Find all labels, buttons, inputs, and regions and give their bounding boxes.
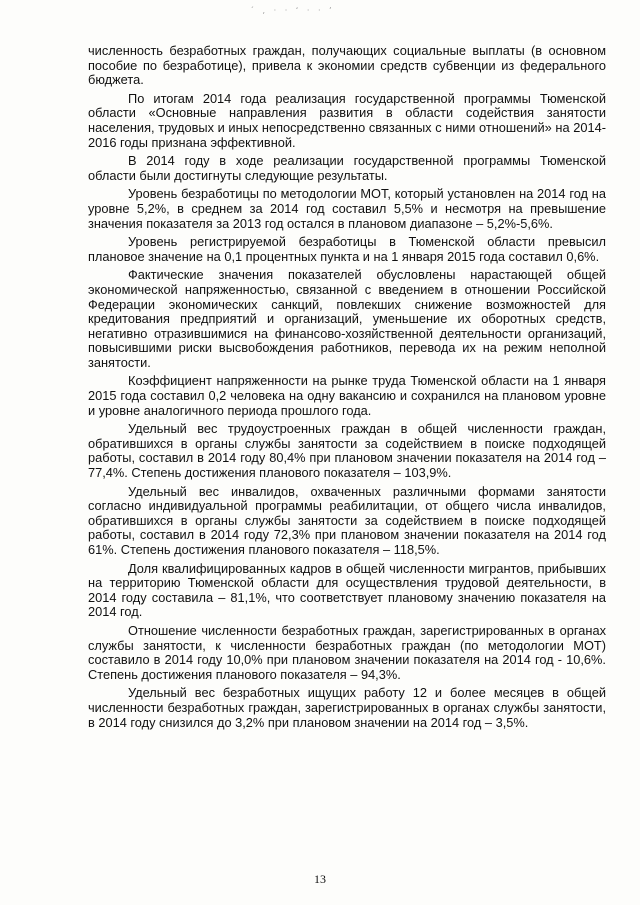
scan-marks: ´ , · · ʻ · · ʼ [250, 6, 335, 15]
paragraph: Уровень регистрируемой безработицы в Тюменской области превысил плановое значение на 0,1 процентных пункта и на 1 января 2015 года составил 0,6%. [88, 234, 606, 264]
paragraph: В 2014 году в ходе реализации государственной программы Тюменской области были достигнуты следующие результаты. [88, 153, 606, 183]
document-body [88, 44, 606, 734]
paragraph: Удельный вес инвалидов, охваченных различными формами занятости согласно индивидуальной программы реабилитации, от общего числа инвалидов, обратившихся в органы службы занятости за содействием в поиске подходящей работы, составил в 2014 году 72,3% при плановом значении показателя на 2014 год 61%. Степень достижения планового показателя – 118,5%. [88, 483, 606, 557]
paragraph: Удельный вес безработных ищущих работу 12 и более месяцев в общей численности безработных граждан, зарегистрированных в органах службы занятости, в 2014 году снизился до 3,2% при плановом значении на 2014 год – 3,5%. [88, 685, 606, 730]
page-number: 13 [314, 872, 326, 886]
paragraph: По итогам 2014 года реализация государственной программы Тюменской области «Основные направления развития в области содействия занятости населения, трудовых и иных непосредственно связанных с ними отношений» на 2014-2016 годы признана эффективной. [88, 90, 606, 150]
paragraph: Уровень безработицы по методологии МОТ, который установлен на 2014 год на уровне 5,2%, в среднем за 2014 год составил 5,5% и несмотря на превышение значения показателя за 2013 год остался в плановом диапазоне – 5,2%-5,6%. [88, 186, 606, 231]
paragraph: Фактические значения показателей обусловлены нарастающей общей экономической напряженностью, связанной с введением в отношении Российской Федерации экономических санкций, повлекших снижение возможностей для кредитования предприятий и организаций, уменьшение их оборотных средств, негативно отразившимися на финансово-хозяйственной деятельности организаций, повысившими риски высвобождения работников, перевода их на режим неполной занятости. [88, 267, 606, 370]
paragraph: Отношение численности безработных граждан, зарегистрированных в органах службы занятости, к численности безработных граждан (по методологии МОТ) составило в 2014 году 10,0% при плановом значении показателя на 2014 год - 10,6%. Степень достижения планового показателя – 94,3%. [88, 622, 606, 682]
paragraph: Коэффициент напряженности на рынке труда Тюменской области на 1 января 2015 года составил 0,2 человека на одну вакансию и сохранился на плановом уровне и уровне аналогичного периода прошлого года. [88, 373, 606, 418]
paragraph: численность безработных граждан, получающих социальные выплаты (в основном пособие по безработице), привела к экономии средств субвенции из федерального бюджета. [88, 43, 606, 88]
paragraph: Удельный вес трудоустроенных граждан в общей численности граждан, обратившихся в органы службы занятости за содействием в поиске подходящей работы, составил в 2014 году 80,4% при плановом значении показателя на 2014 год – 77,4%. Степень достижения планового показателя – 103,9%. [88, 421, 606, 481]
paragraph: Доля квалифицированных кадров в общей численности мигрантов, прибывших на территорию Тюменской области для осуществления трудовой деятельности, в 2014 году составила – 81,1%, что соответствует плановому значению показателя на 2014 год. [88, 560, 606, 620]
